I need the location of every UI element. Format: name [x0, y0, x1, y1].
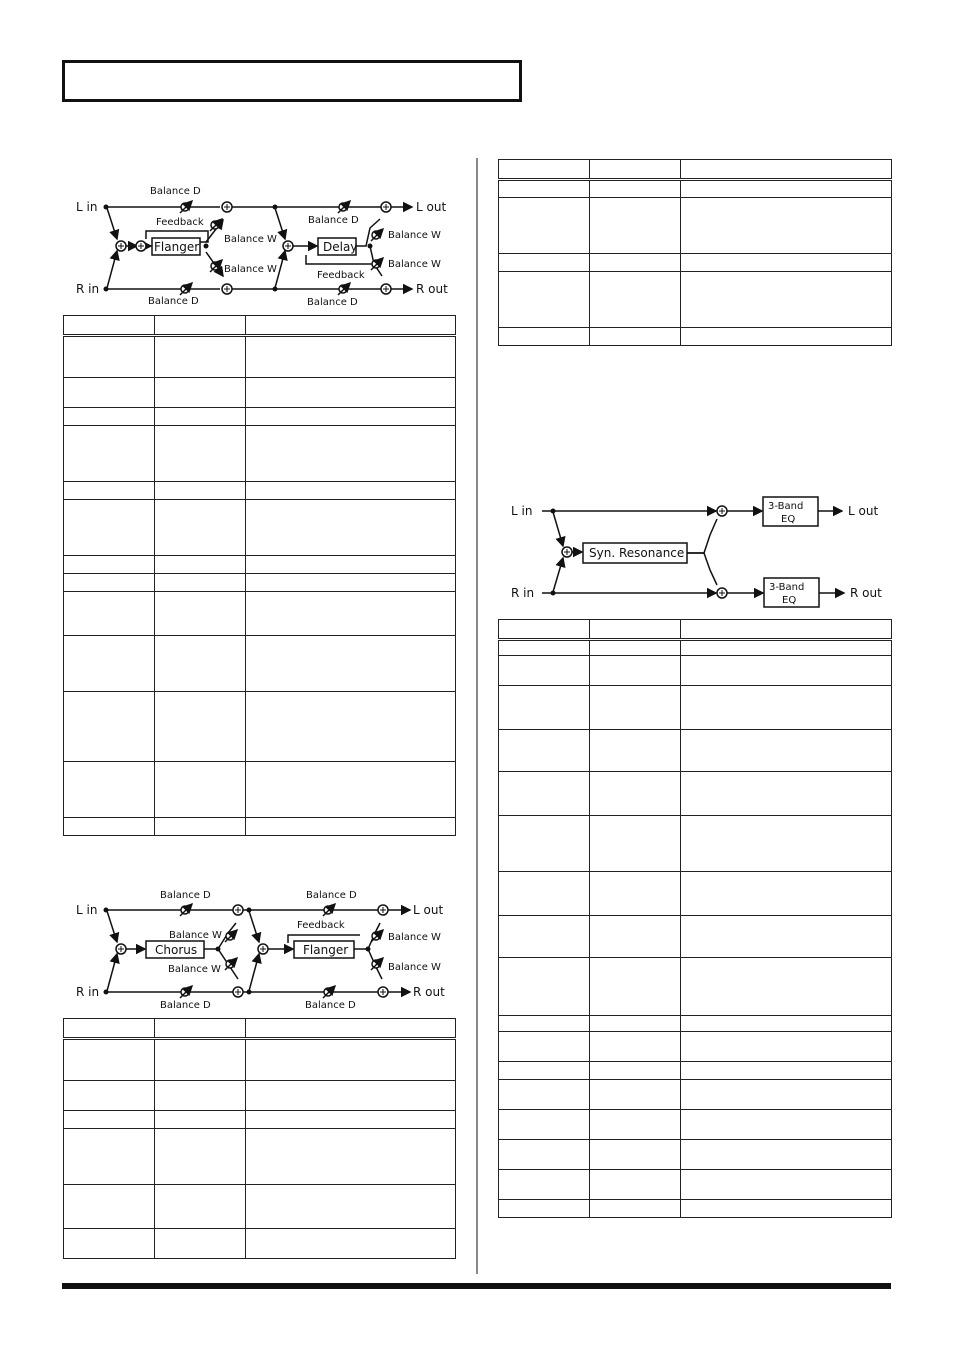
table-cell [246, 482, 456, 500]
table-cell [246, 592, 456, 636]
eq-block-subtitle: EQ [781, 514, 796, 525]
table-row [64, 818, 456, 836]
table-cell [590, 1062, 681, 1080]
table-row [499, 1110, 892, 1140]
table-row [499, 772, 892, 816]
balance-d-label: Balance D [305, 1000, 356, 1011]
table-row [64, 1185, 456, 1229]
table-cell [246, 1229, 456, 1259]
table-cell [155, 378, 246, 408]
r-in-label: R in [76, 282, 100, 296]
table-row [64, 408, 456, 426]
table-cell [590, 198, 681, 254]
table-cell [64, 316, 155, 336]
table-cell [64, 1019, 155, 1039]
table-cell [155, 408, 246, 426]
table-cell [499, 1170, 590, 1200]
table-cell [246, 1111, 456, 1129]
table-row [499, 1032, 892, 1062]
flanger-block: Flanger [303, 943, 349, 957]
table-cell [155, 762, 246, 818]
table-row [499, 1140, 892, 1170]
table-cell [590, 1080, 681, 1110]
table-cell [590, 254, 681, 272]
table-row [64, 1129, 456, 1185]
table-cell [246, 1081, 456, 1111]
table-cell [155, 574, 246, 592]
table-row [499, 656, 892, 686]
table-cell [246, 692, 456, 762]
table-row [499, 180, 892, 198]
table-cell [64, 1185, 155, 1229]
table-cell [246, 1129, 456, 1185]
column-divider [476, 158, 478, 1274]
table-row [499, 1016, 892, 1032]
table-cell [246, 1019, 456, 1039]
syn-resonance-diagram [500, 490, 890, 612]
right-top-table [498, 159, 892, 346]
table-cell [155, 426, 246, 482]
table-cell [246, 426, 456, 482]
table-cell [499, 620, 590, 640]
flanger-block: Flanger [154, 240, 200, 254]
table-cell [499, 640, 590, 656]
table-cell [590, 1032, 681, 1062]
table-cell [155, 1081, 246, 1111]
table-cell [590, 872, 681, 916]
table-row [64, 692, 456, 762]
table-cell [155, 818, 246, 836]
delay-block: Delay [323, 240, 358, 254]
table-row [499, 872, 892, 916]
table-cell [64, 378, 155, 408]
table-cell [246, 818, 456, 836]
balance-d-label: Balance D [306, 890, 357, 901]
r-out-label: R out [850, 586, 882, 600]
table-cell [64, 1081, 155, 1111]
table-cell [499, 1140, 590, 1170]
table-row [64, 636, 456, 692]
table-cell [246, 636, 456, 692]
l-in-label: L in [76, 200, 98, 214]
table-row [499, 640, 892, 656]
feedback-label: Feedback [297, 920, 345, 931]
table-cell [681, 160, 892, 180]
table-cell [155, 1111, 246, 1129]
table-cell [681, 198, 892, 254]
table-header-row [64, 1019, 456, 1039]
balance-d-label: Balance D [308, 215, 359, 226]
header-box [62, 60, 522, 102]
table-cell [681, 180, 892, 198]
table-cell [681, 1016, 892, 1032]
r-out-label: R out [416, 282, 448, 296]
l-in-label: L in [511, 504, 533, 518]
table-header-row [64, 316, 456, 336]
table-cell [246, 556, 456, 574]
balance-w-label: Balance W [388, 230, 441, 241]
balance-d-label: Balance D [160, 1000, 211, 1011]
table-cell [64, 636, 155, 692]
table-cell [155, 500, 246, 556]
table-row [64, 1111, 456, 1129]
table-cell [499, 328, 590, 346]
r-out-label: R out [413, 985, 445, 999]
table-cell [246, 1039, 456, 1081]
l-out-label: L out [413, 903, 444, 917]
table-cell [155, 636, 246, 692]
table-cell [590, 1200, 681, 1218]
table-cell [590, 1110, 681, 1140]
table-cell [499, 656, 590, 686]
balance-w-label: Balance W [388, 932, 441, 943]
table-cell [64, 1039, 155, 1081]
table-cell [590, 656, 681, 686]
table-cell [499, 872, 590, 916]
balance-d-label: Balance D [307, 297, 358, 308]
table-row [499, 1170, 892, 1200]
table-cell [64, 692, 155, 762]
chorus-flanger-diagram [60, 883, 460, 1013]
table-cell [590, 328, 681, 346]
chorus-flanger-table [63, 1018, 456, 1259]
table-row [64, 556, 456, 574]
table-row [64, 482, 456, 500]
flanger-delay-table [63, 315, 456, 836]
table-row [64, 1229, 456, 1259]
table-row [64, 336, 456, 378]
balance-w-label: Balance W [388, 962, 441, 973]
table-cell [155, 1229, 246, 1259]
table-cell [155, 1019, 246, 1039]
table-row [499, 816, 892, 872]
table-cell [246, 408, 456, 426]
table-cell [590, 772, 681, 816]
table-cell [155, 1185, 246, 1229]
table-cell [681, 1110, 892, 1140]
table-cell [499, 1032, 590, 1062]
table-cell [681, 816, 892, 872]
table-row [499, 198, 892, 254]
table-cell [681, 1140, 892, 1170]
table-row [499, 1080, 892, 1110]
table-cell [681, 328, 892, 346]
table-cell [64, 818, 155, 836]
table-cell [590, 1170, 681, 1200]
bottom-rule [62, 1283, 891, 1289]
table-row [64, 1081, 456, 1111]
table-cell [499, 160, 590, 180]
table-cell [681, 686, 892, 730]
table-cell [681, 916, 892, 958]
table-cell [681, 640, 892, 656]
table-cell [499, 1062, 590, 1080]
balance-w-label: Balance W [168, 964, 221, 975]
table-cell [590, 958, 681, 1016]
table-cell [246, 574, 456, 592]
table-cell [64, 1129, 155, 1185]
table-row [499, 686, 892, 730]
table-cell [246, 378, 456, 408]
table-cell [499, 686, 590, 730]
table-row [64, 500, 456, 556]
table-cell [590, 272, 681, 328]
l-out-label: L out [416, 200, 447, 214]
table-cell [64, 500, 155, 556]
balance-d-label: Balance D [160, 890, 211, 901]
table-row [499, 1062, 892, 1080]
table-cell [499, 730, 590, 772]
table-cell [64, 482, 155, 500]
eq-block-subtitle: EQ [782, 595, 797, 606]
table-cell [155, 336, 246, 378]
table-row [64, 762, 456, 818]
balance-w-label: Balance W [224, 234, 277, 245]
table-row [499, 1200, 892, 1218]
table-cell [499, 272, 590, 328]
table-cell [590, 160, 681, 180]
r-in-label: R in [76, 985, 100, 999]
table-cell [499, 1200, 590, 1218]
table-cell [64, 556, 155, 574]
table-header-row [499, 160, 892, 180]
table-cell [681, 656, 892, 686]
table-row [64, 378, 456, 408]
r-in-label: R in [511, 586, 535, 600]
table-cell [681, 772, 892, 816]
table-cell [155, 316, 246, 336]
table-cell [590, 1016, 681, 1032]
table-cell [499, 198, 590, 254]
table-cell [499, 772, 590, 816]
balance-w-label: Balance W [169, 930, 222, 941]
table-row [499, 958, 892, 1016]
table-cell [246, 336, 456, 378]
balance-d-label: Balance D [150, 186, 201, 197]
table-row [499, 272, 892, 328]
table-cell [681, 1062, 892, 1080]
syn-resonance-table [498, 619, 892, 1218]
table-cell [64, 426, 155, 482]
balance-d-label: Balance D [148, 296, 199, 307]
table-cell [499, 1110, 590, 1140]
table-cell [155, 692, 246, 762]
feedback-label: Feedback [317, 270, 365, 281]
table-cell [590, 916, 681, 958]
table-cell [499, 816, 590, 872]
table-cell [155, 482, 246, 500]
table-cell [590, 1140, 681, 1170]
table-cell [64, 574, 155, 592]
table-cell [246, 1185, 456, 1229]
table-cell [681, 1080, 892, 1110]
eq-block-title: 3-Band [768, 501, 804, 512]
table-cell [499, 254, 590, 272]
table-cell [590, 640, 681, 656]
table-cell [590, 816, 681, 872]
table-row [499, 328, 892, 346]
table-cell [499, 916, 590, 958]
table-cell [590, 686, 681, 730]
table-cell [681, 872, 892, 916]
table-cell [681, 958, 892, 1016]
table-cell [64, 336, 155, 378]
table-cell [590, 180, 681, 198]
table-cell [590, 730, 681, 772]
balance-w-label: Balance W [224, 264, 277, 275]
table-row [64, 574, 456, 592]
table-cell [64, 1229, 155, 1259]
table-cell [155, 592, 246, 636]
table-row [499, 254, 892, 272]
balance-w-label: Balance W [388, 259, 441, 270]
table-cell [246, 762, 456, 818]
table-cell [590, 620, 681, 640]
table-cell [681, 1032, 892, 1062]
table-cell [499, 180, 590, 198]
table-cell [155, 556, 246, 574]
chorus-block: Chorus [155, 943, 198, 957]
table-cell [681, 1170, 892, 1200]
eq-block-title: 3-Band [769, 582, 805, 593]
table-cell [499, 1080, 590, 1110]
table-row [64, 1039, 456, 1081]
table-cell [246, 316, 456, 336]
table-cell [64, 1111, 155, 1129]
table-row [64, 592, 456, 636]
table-cell [64, 408, 155, 426]
table-cell [155, 1129, 246, 1185]
table-cell [246, 500, 456, 556]
table-cell [681, 272, 892, 328]
table-cell [155, 1039, 246, 1081]
table-cell [64, 592, 155, 636]
table-cell [681, 1200, 892, 1218]
table-cell [681, 620, 892, 640]
l-out-label: L out [848, 504, 879, 518]
table-row [64, 426, 456, 482]
feedback-label: Feedback [156, 217, 204, 228]
table-header-row [499, 620, 892, 640]
table-row [499, 916, 892, 958]
syn-resonance-block: Syn. Resonance [589, 546, 685, 560]
table-cell [681, 730, 892, 772]
l-in-label: L in [76, 903, 98, 917]
table-cell [681, 254, 892, 272]
table-cell [499, 1016, 590, 1032]
table-row [499, 730, 892, 772]
table-cell [499, 958, 590, 1016]
flanger-delay-diagram [60, 180, 460, 310]
table-cell [64, 762, 155, 818]
